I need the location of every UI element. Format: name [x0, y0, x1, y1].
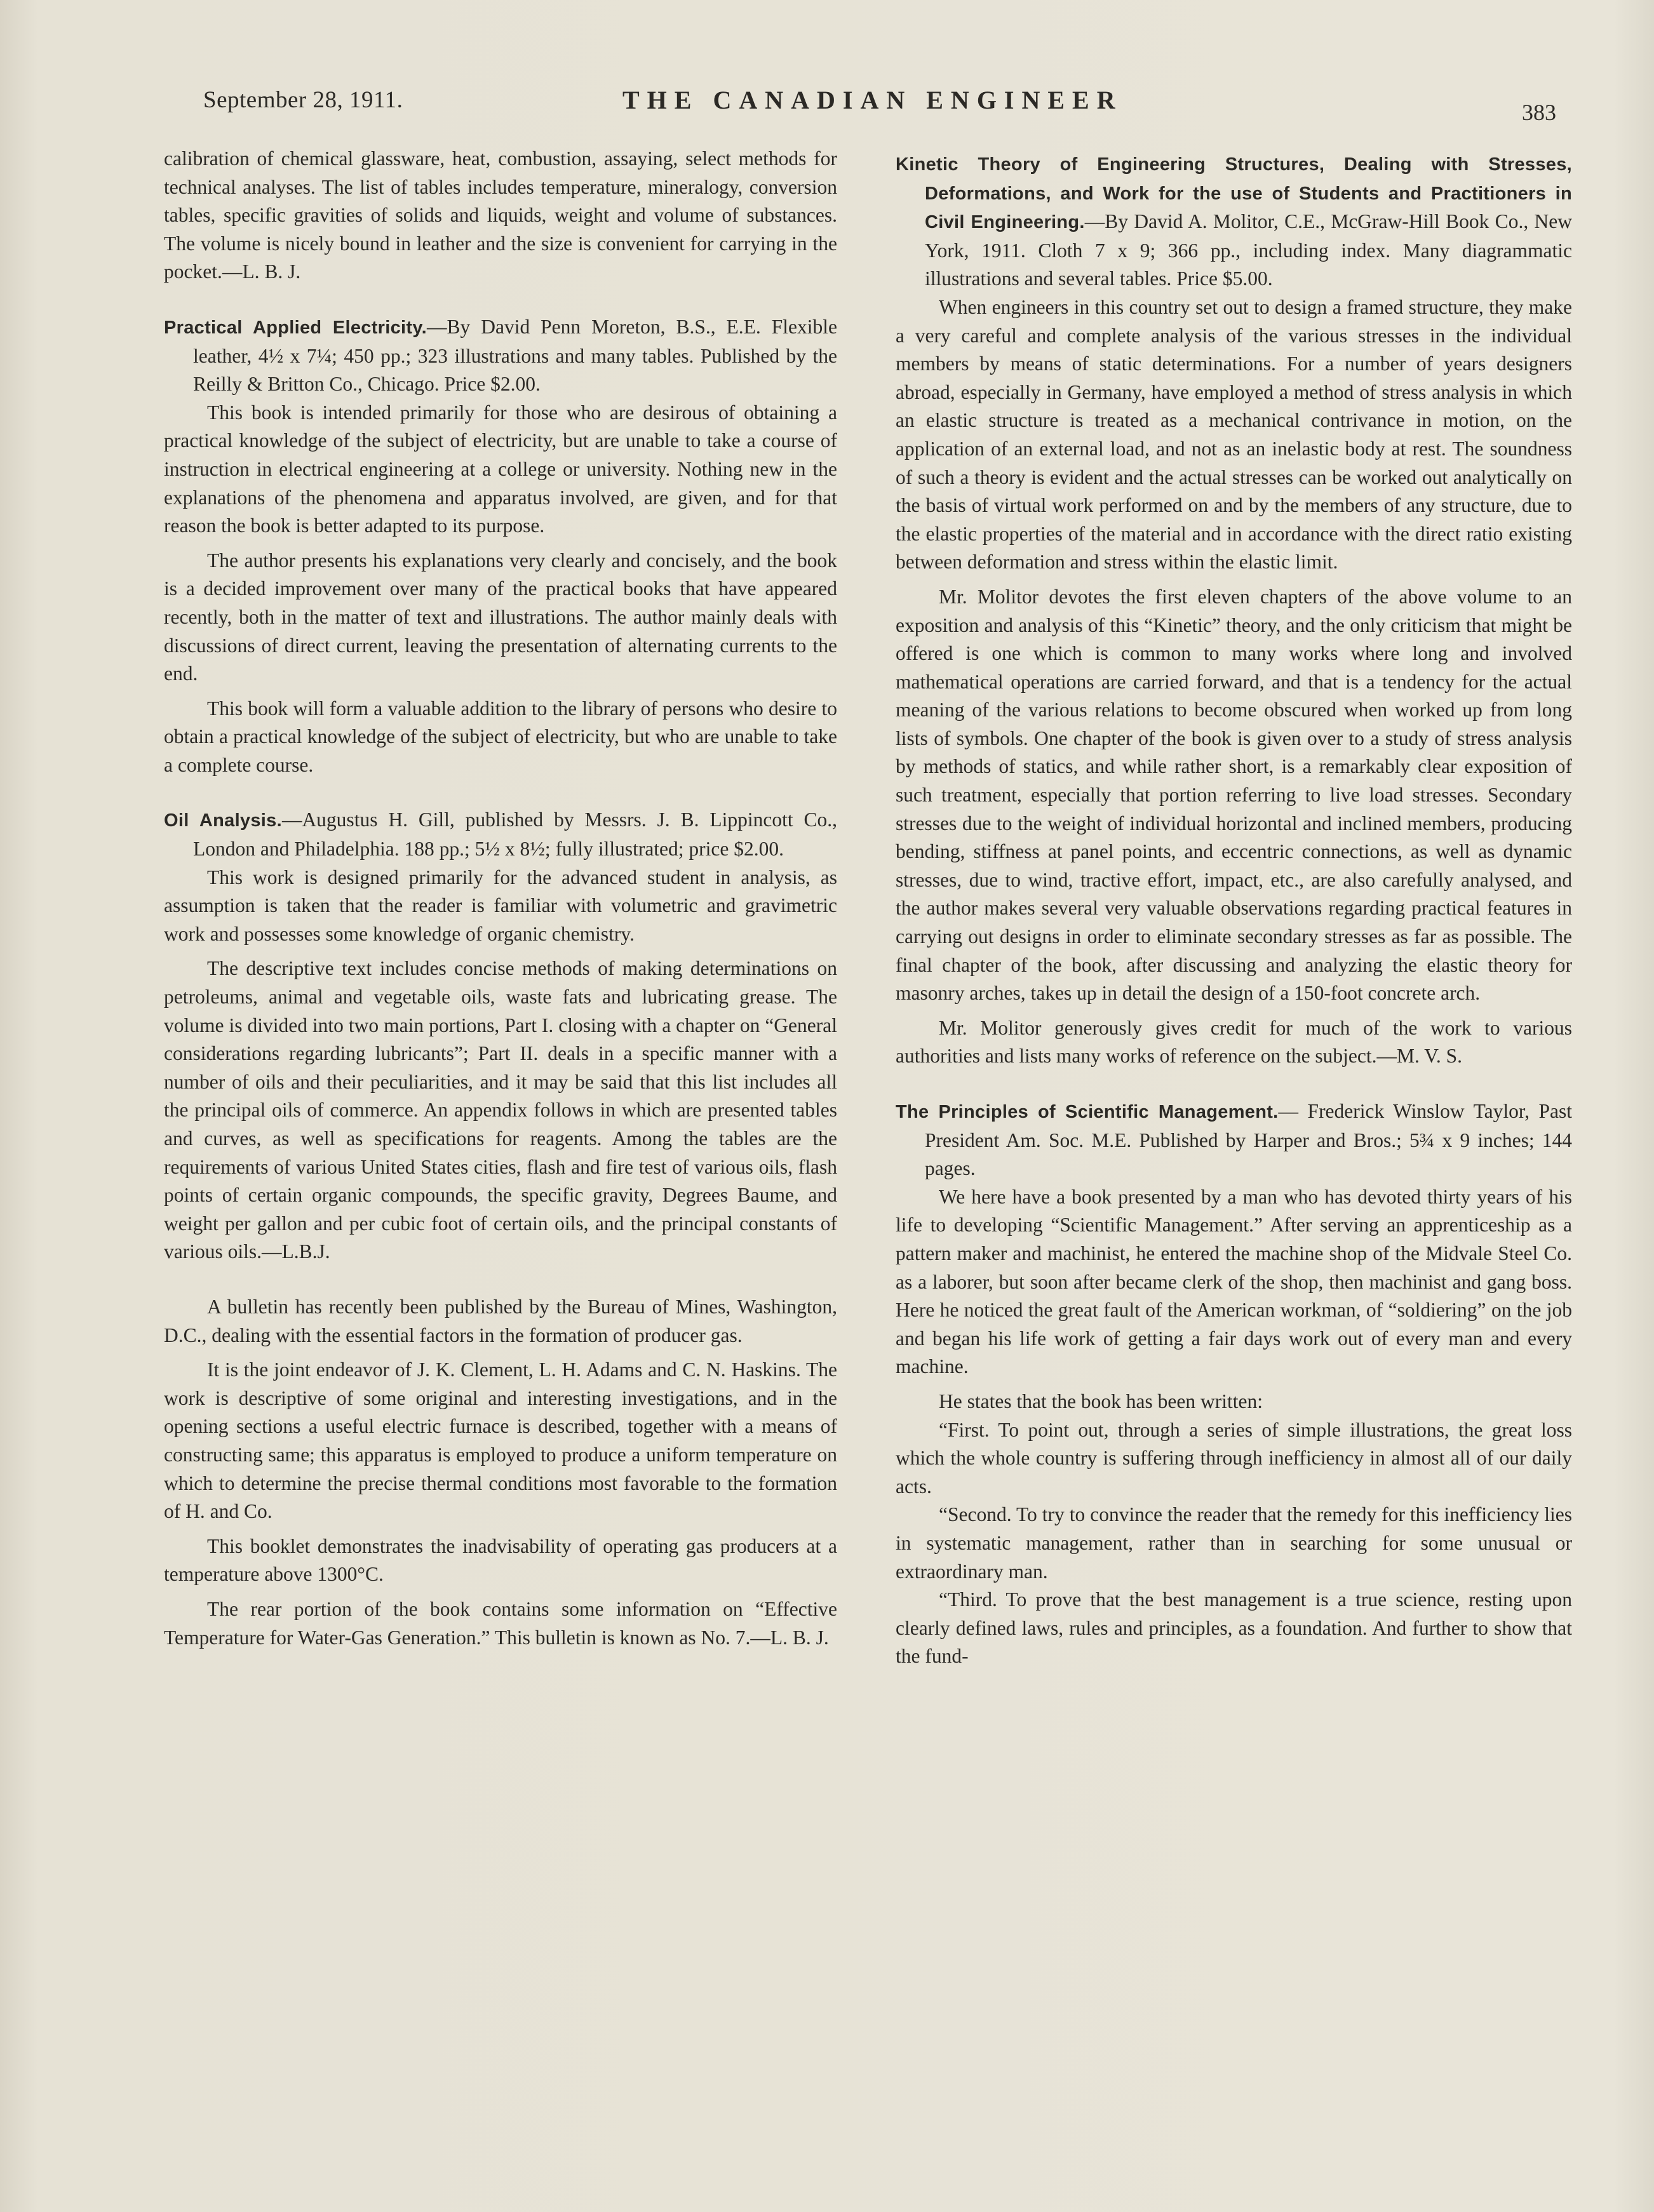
- review-paragraph: When engineers in this country set out to design a framed structure, they make a very careful and complete analysis of the various stresses in the individual members by means of static determinations. For a number of years designers abroad, especially in Germany, have employed a method of stress analysis in which an elastic structure is treated as a mechanical contrivance in motion, on the application of an external load, and not as an inelastic body at rest. The soundness of such a theory is evident and the actual stresses can be worked out analytically on the basis of virtual work performed on and by the members of any structure, due to the elastic properties of the material and in accordance with the direct ratio existing between deformation and stress within the elastic limit.: [896, 295, 1572, 573]
- review-title: Practical Applied Electricity.: [164, 317, 427, 338]
- review-oil-analysis: [164, 806, 837, 1266]
- running-header: [203, 81, 1556, 132]
- review-paragraph: He states that the book has been written:: [939, 1390, 1263, 1412]
- review-heading: [164, 313, 837, 399]
- review-heading: [896, 1097, 1572, 1183]
- review-title: The Principles of Scientific Management.: [896, 1102, 1279, 1122]
- bulletin-paragraph: This booklet demonstrates the inadvisability of operating gas producers at a temperature above 1300°C.: [164, 1534, 837, 1586]
- review-paragraph: We here have a book presented by a man who has devoted thirty years of his life to developing “Scientific Management.” After serving an apprenticeship as a pattern maker and machinist, he entered the machine shop of the Midvale Steel Co. as a laborer, but soon after became clerk of the shop, then machinist and gang boss. Here he noticed the great fault of the American workman, of “soldiering” on the job and began his life work of getting a fair days work out of every man and every machine.: [896, 1185, 1572, 1378]
- review-practical-applied-electricity: [164, 313, 837, 780]
- right-column: [896, 150, 1572, 1698]
- quoted-purpose: “Third. To prove that the best management is a true science, resting upon clearly defined laws, rules and principles, as a foundation. And further to show that the fund-: [896, 1588, 1572, 1668]
- review-paragraph: The author presents his explanations very clearly and concisely, and the book is a decided improvement over many of the practical books that have appeared recently, both in the matter of text and illustrations. The author mainly deals with discussions of direct current, leaving the presentation of alternating currents to the end.: [164, 549, 837, 685]
- review-paragraph: This book is intended primarily for those who are desirous of obtaining a practical knowledge of the subject of electricity, but are unable to take a course of instruction in electrical engineering at a college or university. Nothing new in the explanations of the phenomena and apparatus involved, are given, and for that reason the book is better adapted to its purpose.: [164, 401, 837, 537]
- quoted-purpose: “First. To point out, through a series of simple illustrations, the great loss which the whole country is suffering through inefficiency in almost all of our daily acts.: [896, 1418, 1572, 1498]
- review-byline: —Augustus H. Gill, published by Messrs. J. B. Lippincott Co., London and Philadelphia. 188 pp.; 5½ x 8½; fully illustrated; price $2.00.: [193, 808, 837, 861]
- review-title: Kinetic Theory of Engineering Structures, Dealing with Stresses, Deformations, and Work for the use of Students and Practitioners in Civil Engineering.: [896, 154, 1572, 233]
- journal-title: THE CANADIAN ENGINEER: [622, 86, 1123, 114]
- quoted-purpose: “Second. To try to convince the reader that the remedy for this inefficiency lies in systematic management, rather than in searching for some unusual or extraordinary man.: [896, 1503, 1572, 1583]
- review-byline: —By David Penn Moreton, B.S., E.E. Flexible leather, 4½ x 7¼; 450 pp.; 323 illustrations and many tables. Published by the Reilly & Britton Co., Chicago. Price $2.00.: [193, 315, 837, 396]
- review-paragraph: Mr. Molitor generously gives credit for much of the work to various authorities and lists many works of reference on the subject.—M. V. S.: [896, 1016, 1572, 1068]
- review-heading: [896, 150, 1572, 293]
- bulletin-paragraph: The rear portion of the book contains some information on “Effective Temperature for Water-Gas Generation.” This bulletin is known as No. 7.—L. B. J.: [164, 1597, 837, 1649]
- review-paragraph: This work is designed primarily for the advanced student in analysis, as assumption is taken that the reader is familiar with volumetric and gravimetric work and possesses some knowledge of organic chemistry.: [164, 866, 837, 945]
- review-title: Oil Analysis.: [164, 810, 282, 831]
- review-byline: —By David A. Molitor, C.E., McGraw-Hill Book Co., New York, 1911. Cloth 7 x 9; 366 pp., including index. Many diagrammatic illustrations and several tables. Price $5.00.: [925, 210, 1573, 290]
- continued-review: [164, 145, 837, 286]
- review-paragraph: This book will form a valuable addition to the library of persons who desire to obtain a practical knowledge of the subject of electricity, but who are unable to take a complete course.: [164, 697, 837, 776]
- bulletin-paragraph: It is the joint endeavor of J. K. Clement, L. H. Adams and C. N. Haskins. The work is descriptive of some original and interesting investigations, and in the opening sections a useful electric furnace is described, together with a means of constructing same; this apparatus is employed to produce a uniform temperature on which to determine the precise thermal conditions most favorable to the formation of H. and Co.: [164, 1358, 837, 1523]
- review-paragraph: Mr. Molitor devotes the first eleven chapters of the above volume to an exposition and analysis of this “Kinetic” theory, and the only criticism that might be offered is one which is common to many works where long and involved mathematical operations are carried forward, and that is a tendency for the actual meaning of the various relations to become obscured when worked up from long lists of symbols. One chapter of the book is given over to a study of stress analysis by methods of statics, and while rather short, is a remarkably clear exposition of such treatment, especially that portion referring to live load stresses. Secondary stresses due to the weight of individual horizontal and inclined members, producing bending, stiffness at panel points, and eccentric connections, as well as dynamic stresses, due to wind, tractive effort, impact, etc., are also carefully analysed, and the author makes several very valuable observations regarding practical features in carrying out designs in order to eliminate secondary stresses as far as possible. The final chapter of the book, after discussing and analyzing the elastic theory for masonry arches, takes up in detail the design of a 150-foot concrete arch.: [896, 585, 1572, 1005]
- review-kinetic-theory: [896, 150, 1572, 1071]
- bureau-of-mines-bulletin: [164, 1293, 837, 1652]
- header-date: September 28, 1911.: [203, 87, 403, 113]
- left-column: [164, 145, 837, 1679]
- continued-paragraph: calibration of chemical glassware, heat, combustion, assaying, select methods for technical analyses. The list of tables includes temperature, mineralogy, conversion tables, specific gravities of solids and liquids, weight and volume of substances. The volume is nicely bound in leather and the size is convenient for carrying in the pocket.—L. B. J.: [164, 147, 837, 283]
- review-byline: — Frederick Winslow Taylor, Past President Am. Soc. M.E. Published by Harper and Bros.; 5¾ x 9 inches; 144 pages.: [925, 1100, 1572, 1180]
- review-scientific-management: [896, 1097, 1572, 1671]
- bulletin-paragraph: A bulletin has recently been published by the Bureau of Mines, Washington, D.C., dealing with the essential factors in the formation of producer gas.: [164, 1295, 837, 1346]
- review-paragraph: The descriptive text includes concise methods of making determinations on petroleums, animal and vegetable oils, waste fats and lubricating grease. The volume is divided into two main portions, Part I. closing with a chapter on “General considerations regarding lubricants”; Part II. deals in a specific manner with a number of oils and their peculiarities, and it may be said that this list includes all the principal oils of commerce. An appendix follows in which are presented tables and curves, as well as specifications for reagents. Among the tables are the requirements of various United States cities, flash and fire test of various oils, flash points of certain organic compounds, the specific gravity, Degrees Baume, and weight per gallon and per cubic foot of certain oils, and the principal constants of various oils.—L.B.J.: [164, 957, 837, 1263]
- review-heading: [164, 806, 837, 863]
- page-number: 383: [1522, 100, 1556, 125]
